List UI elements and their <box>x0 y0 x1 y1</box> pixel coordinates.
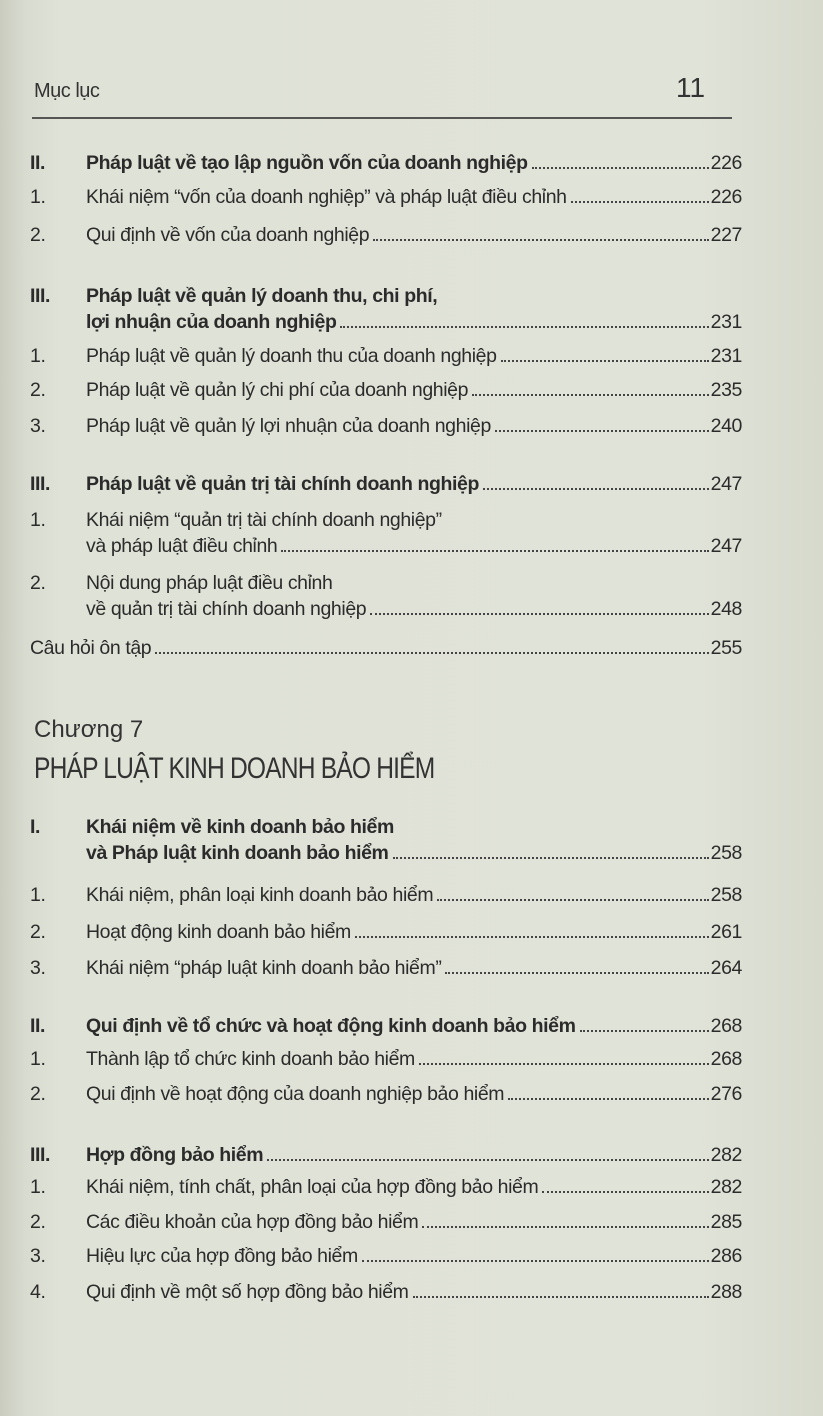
dot-leader <box>580 1030 709 1032</box>
dot-leader <box>532 167 709 169</box>
toc-entry <box>30 413 742 439</box>
toc-entry <box>30 507 742 559</box>
toc-entry-page: 264 <box>710 957 742 979</box>
toc-entry-page: 226 <box>710 186 742 208</box>
toc-entry-title: Pháp luật về quản lý lợi nhuận của doanh nghiệp <box>86 415 491 437</box>
dot-leader <box>340 326 708 328</box>
toc-entry <box>30 1081 742 1107</box>
toc-entry <box>30 1243 742 1269</box>
toc-entry-title: Qui định về tổ chức và hoạt động kinh doanh bảo hiểm <box>86 1015 576 1037</box>
toc-entry-number: 3. <box>30 1245 46 1267</box>
toc-entry <box>30 222 742 248</box>
toc-entry-number: 1. <box>30 345 46 367</box>
toc-entry-number: 1. <box>30 509 46 531</box>
dot-leader <box>393 857 709 859</box>
toc-entry <box>30 471 742 497</box>
toc-entry-page: 261 <box>710 921 742 943</box>
chapter-title: PHÁP LUẬT KINH DOANH BẢO HIỂM <box>34 752 435 785</box>
dot-leader <box>445 972 708 974</box>
toc-entry-page: 235 <box>710 379 742 401</box>
toc-entry-title: Khái niệm “vốn của doanh nghiệp” và pháp luật điều chỉnh <box>86 186 567 208</box>
toc-entry-title: và Pháp luật kinh doanh bảo hiểm <box>86 842 389 864</box>
dot-leader <box>355 936 709 938</box>
toc-entry-number: I. <box>30 816 41 838</box>
toc-entry <box>30 1279 742 1305</box>
toc-entry-number: II. <box>30 1015 46 1037</box>
toc-entry-page: 282 <box>710 1176 742 1198</box>
toc-entry-title: Câu hỏi ôn tập <box>30 637 152 659</box>
toc-entry-page: 286 <box>710 1245 742 1267</box>
toc-entry-page: 231 <box>710 311 742 333</box>
toc-entry-title: Hiệu lực của hợp đồng bảo hiểm <box>86 1245 358 1267</box>
toc-entry-title: Pháp luật về quản lý doanh thu, chi phí, <box>86 285 438 307</box>
toc-entry-page: 285 <box>710 1211 742 1233</box>
toc-entry-title: Qui định về một số hợp đồng bảo hiểm <box>86 1281 409 1303</box>
toc-entry-page: 240 <box>710 415 742 437</box>
dot-leader <box>419 1063 709 1065</box>
dot-leader <box>373 239 708 241</box>
toc-entry-title: Thành lập tổ chức kinh doanh bảo hiểm <box>86 1048 415 1070</box>
dot-leader <box>508 1098 709 1100</box>
toc-entry-title: Qui định về vốn của doanh nghiệp <box>86 224 370 246</box>
toc-entry-number: III. <box>30 285 51 307</box>
toc-entry-number: 2. <box>30 1083 46 1105</box>
toc-entry-number: 2. <box>30 572 46 594</box>
toc-entry-title: lợi nhuận của doanh nghiệp <box>86 311 337 333</box>
toc-entry-page: 268 <box>710 1015 742 1037</box>
toc-entry-title: và pháp luật điều chỉnh <box>86 535 278 557</box>
toc-entry-number: 2. <box>30 224 46 246</box>
toc-entry-number: 1. <box>30 884 46 906</box>
dot-leader <box>413 1296 709 1298</box>
dot-leader <box>267 1159 709 1161</box>
toc-entry <box>30 1209 742 1235</box>
dot-leader <box>362 1260 709 1262</box>
toc-entry-number: 3. <box>30 957 46 979</box>
page-number: 11 <box>676 72 706 103</box>
toc-entry-page: 248 <box>710 598 742 620</box>
toc-entry-title: Khái niệm, phân loại kinh doanh bảo hiểm <box>86 884 434 906</box>
dot-leader <box>483 488 709 490</box>
toc-entry <box>30 955 742 981</box>
chapter-label: Chương 7 <box>34 716 144 743</box>
toc-entry-page: 247 <box>710 535 742 557</box>
toc-entry <box>30 184 742 210</box>
toc-entry-title: Qui định về hoạt động của doanh nghiệp bảo hiểm <box>86 1083 505 1105</box>
toc-entry-page: 268 <box>710 1048 742 1070</box>
toc-entry-number: III. <box>30 1144 51 1166</box>
toc-entry-title: Pháp luật về tạo lập nguồn vốn của doanh nghiệp <box>86 152 528 174</box>
toc-entry <box>30 1046 742 1072</box>
toc-entry-number: III. <box>30 473 51 495</box>
toc-entry <box>30 814 742 866</box>
toc-entry-title: Khái niệm “pháp luật kinh doanh bảo hiểm” <box>86 957 442 979</box>
toc-entry-title: Khái niệm “quản trị tài chính doanh nghiệp” <box>86 509 442 531</box>
toc-entry <box>30 882 742 908</box>
toc-entry <box>30 570 742 622</box>
dot-leader <box>495 430 709 432</box>
toc-entry-page: 258 <box>710 884 742 906</box>
dot-leader <box>281 550 708 552</box>
toc-entry-title: Nội dung pháp luật điều chỉnh <box>86 572 333 594</box>
dot-leader <box>542 1191 708 1193</box>
running-header-section: Mục lục <box>34 80 100 102</box>
toc-entry-number: 3. <box>30 415 46 437</box>
toc-entry-title: Pháp luật về quản lý chi phí của doanh nghiệp <box>86 379 469 401</box>
toc-entry-title: Khái niệm, tính chất, phân loại của hợp đồng bảo hiểm <box>86 1176 539 1198</box>
toc-entry <box>30 283 742 335</box>
toc-entry-title: về quản trị tài chính doanh nghiệp <box>86 598 367 620</box>
header-rule <box>32 117 732 119</box>
toc-entry-page: 258 <box>710 842 742 864</box>
dot-leader <box>501 360 709 362</box>
toc-entry-number: 2. <box>30 379 46 401</box>
toc-entry <box>30 343 742 369</box>
toc-entry-number: 1. <box>30 1176 46 1198</box>
toc-entry <box>30 377 742 403</box>
dot-leader <box>370 613 708 615</box>
toc-entry-title: Khái niệm về kinh doanh bảo hiểm <box>86 816 394 838</box>
toc-entry-number: 1. <box>30 186 46 208</box>
toc-entry-title: Hợp đồng bảo hiểm <box>86 1144 264 1166</box>
dot-leader <box>437 899 708 901</box>
toc-entry-page: 288 <box>710 1281 742 1303</box>
toc-entry-page: 226 <box>710 152 742 174</box>
toc-entry-title: Các điều khoản của hợp đồng bảo hiểm <box>86 1211 419 1233</box>
toc-entry <box>30 1013 742 1039</box>
dot-leader <box>571 201 709 203</box>
toc-entry-number: 1. <box>30 1048 46 1070</box>
toc-entry <box>30 919 742 945</box>
toc-entry-title: Pháp luật về quản lý doanh thu của doanh nghiệp <box>86 345 497 367</box>
toc-entry <box>30 1142 742 1168</box>
toc-entry-number: 4. <box>30 1281 46 1303</box>
toc-entry-page: 255 <box>710 637 742 659</box>
toc-entry-title: Pháp luật về quản trị tài chính doanh nghiệp <box>86 473 480 495</box>
toc-entry <box>30 1174 742 1200</box>
toc-entry-page: 231 <box>710 345 742 367</box>
dot-leader <box>422 1226 708 1228</box>
toc-entry-page: 247 <box>710 473 742 495</box>
toc-entry-page: 276 <box>710 1083 742 1105</box>
toc-entry-number: 2. <box>30 921 46 943</box>
dot-leader <box>155 652 708 654</box>
toc-entry-page: 282 <box>710 1144 742 1166</box>
toc-entry <box>30 635 742 661</box>
dot-leader <box>472 394 709 396</box>
toc-entry-number: 2. <box>30 1211 46 1233</box>
toc-entry-number: II. <box>30 152 46 174</box>
toc-entry-page: 227 <box>710 224 742 246</box>
toc-entry <box>30 150 742 176</box>
toc-entry-title: Hoạt động kinh doanh bảo hiểm <box>86 921 351 943</box>
